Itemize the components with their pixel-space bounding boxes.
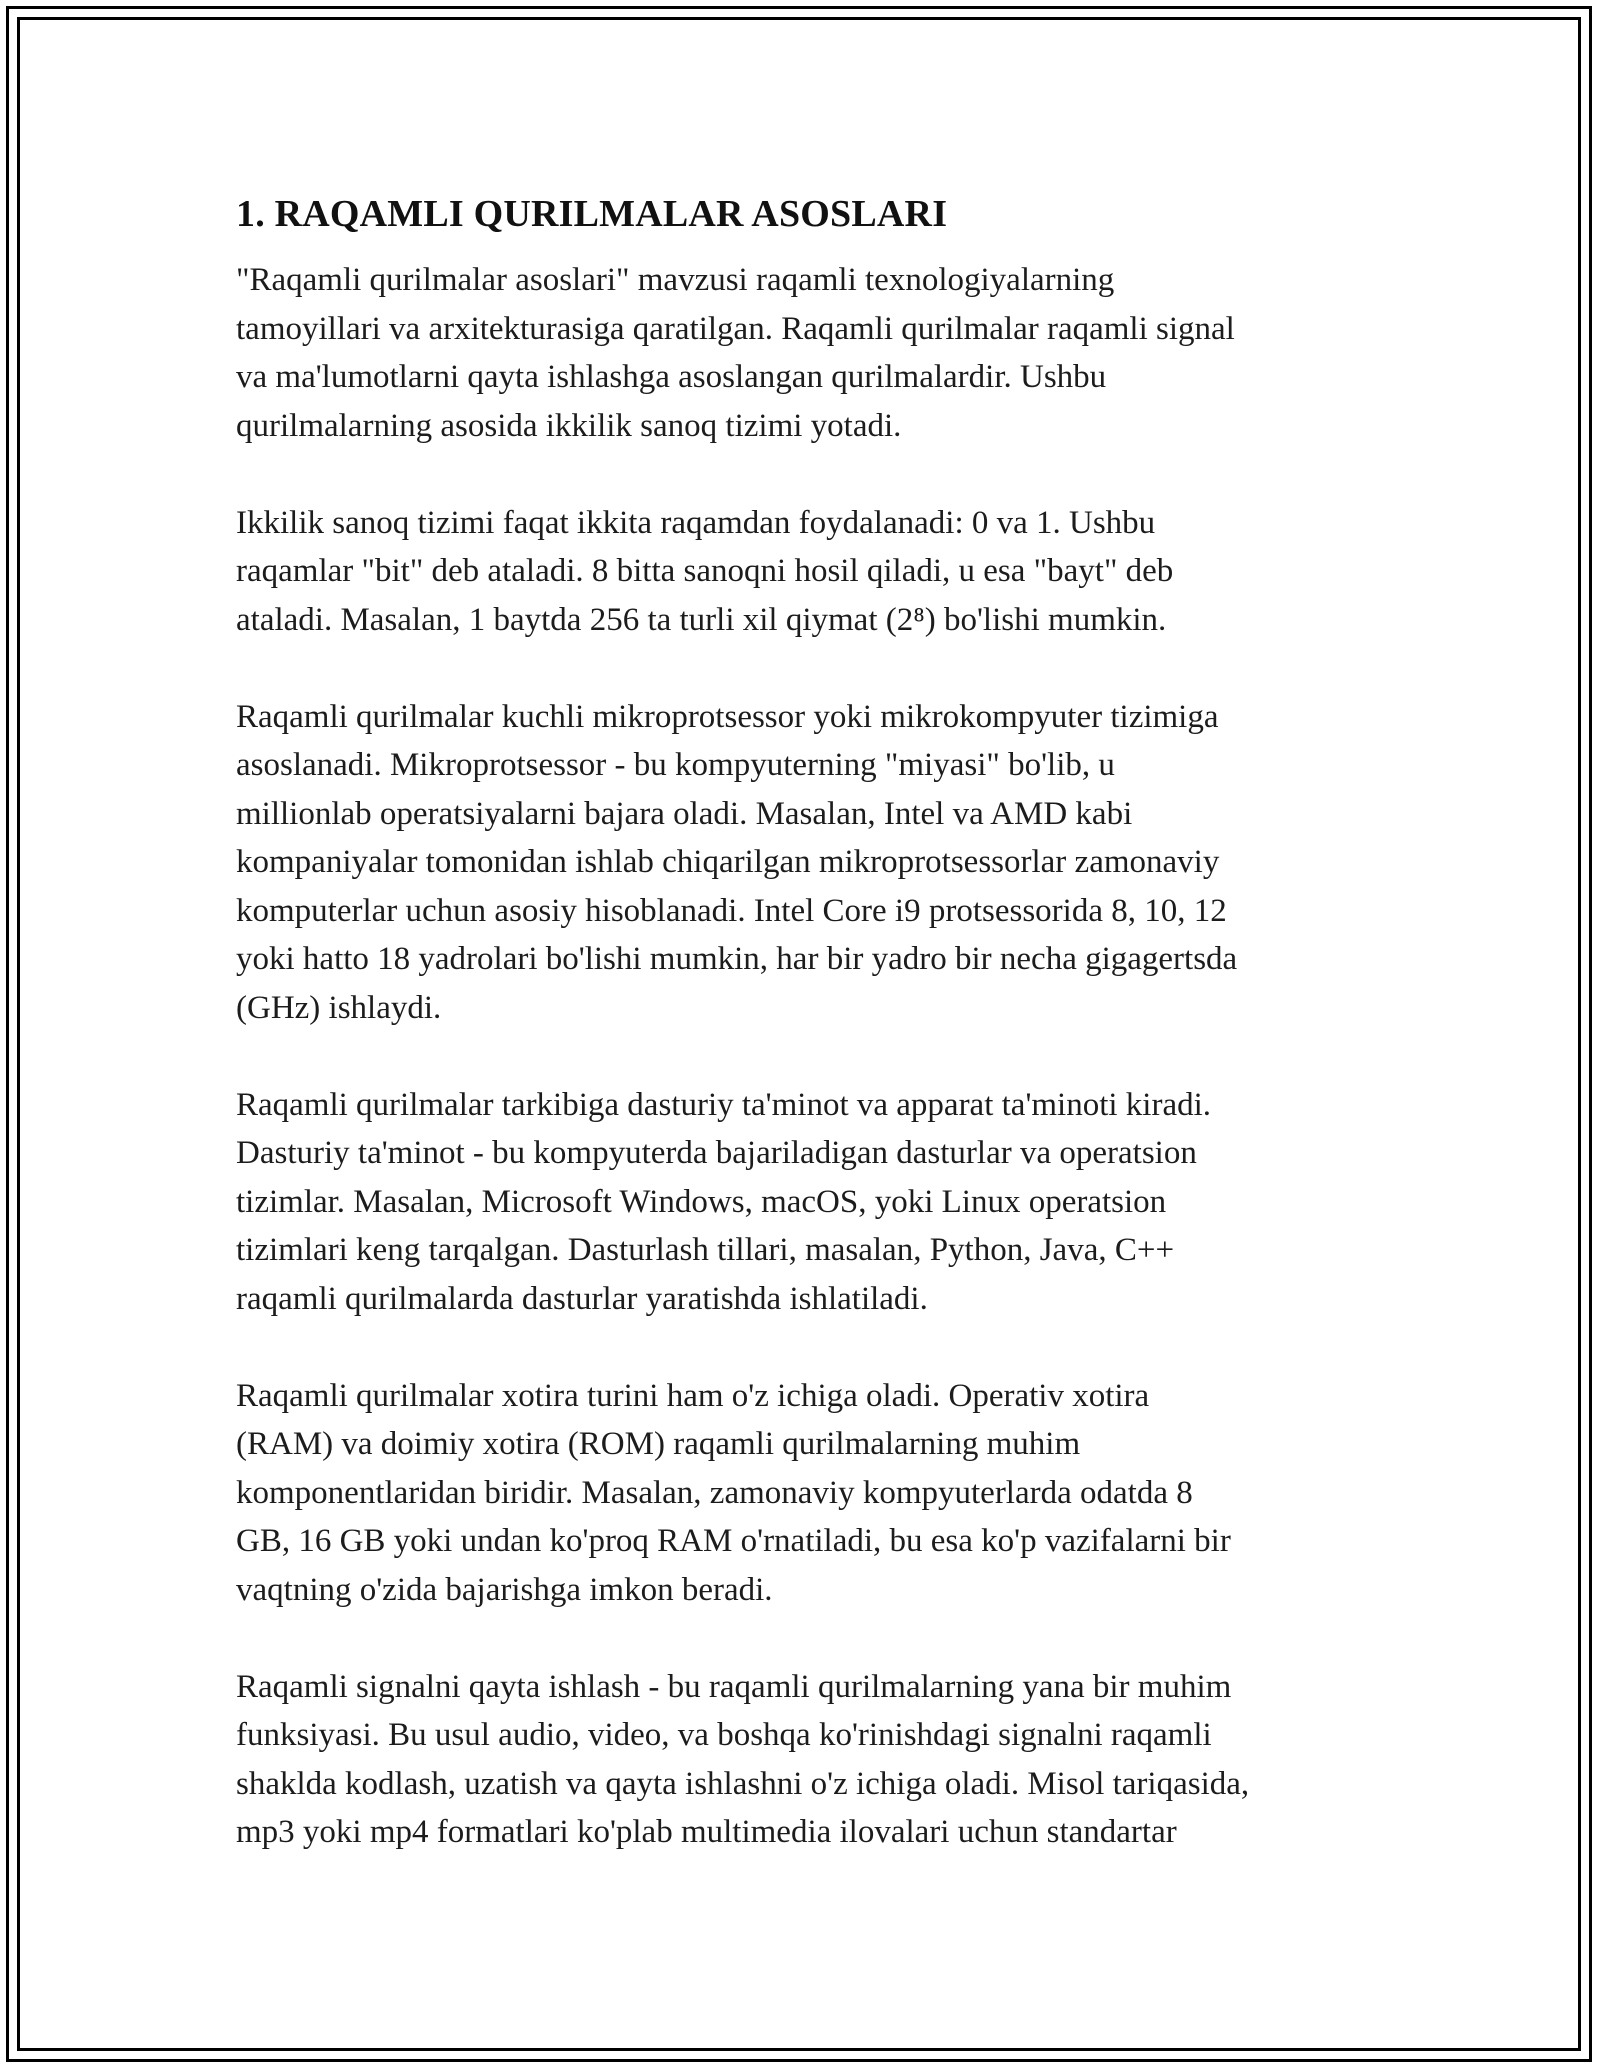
text-line: va ma'lumotlarni qayta ishlashga asoslangan qurilmalardir. Ushbu (236, 359, 1107, 395)
text-line: raqamlar "bit" deb ataladi. 8 bitta sanoqni hosil qiladi, u esa "bayt" deb (236, 553, 1174, 589)
text-line: asoslanadi. Mikroprotsessor - bu kompyuterning "miyasi" bo'lib, u (236, 747, 1115, 783)
paragraph-binary-intro (236, 256, 1376, 450)
paragraph-bits-bytes (236, 499, 1376, 645)
text-line: Raqamli signalni qayta ishlash - bu raqamli qurilmalarning yana bir muhim (236, 1668, 1232, 1705)
text-line: (GHz) ishlaydi. (236, 989, 442, 1026)
text-line: tamoyillari va arxitekturasiga qaratilgan. Raqamli qurilmalar raqamli signal (236, 310, 1235, 347)
text-line: kompaniyalar tomonidan ishlab chiqarilgan mikroprotsessorlar zamonaviy (236, 844, 1220, 880)
text-line: Raqamli qurilmalar xotira turini ham o'z ichiga oladi. Operativ xotira (236, 1377, 1150, 1414)
text-line: tizimlar. Masalan, Microsoft Windows, macOS, yoki Linux operatsion (236, 1183, 1167, 1220)
paragraph-microprocessor (236, 693, 1376, 1033)
text-line: komputerlar uchun asosiy hisoblanadi. Intel Core i9 protsessorida 8, 10, 12 (236, 892, 1227, 929)
page-title: 1. RAQAMLI QURILMALAR ASOSLARI (236, 193, 948, 235)
text-line: Ikkilik sanoq tizimi faqat ikkita raqamdan foydalanadi: 0 va 1. Ushbu (236, 504, 1156, 541)
text-line: GB, 16 GB yoki undan ko'proq RAM o'rnatiladi, bu esa ko'p vazifalarni bir (236, 1523, 1231, 1559)
paragraph-signal-processing (236, 1663, 1376, 1857)
text-line: yoki hatto 18 yadrolari bo'lishi mumkin, har bir yadro bir necha gigagertsda (236, 941, 1238, 977)
text-line: tizimlari keng tarqalgan. Dasturlash tillari, masalan, Python, Java, C++ (236, 1232, 1175, 1268)
text-line: Raqamli qurilmalar kuchli mikroprotsessor yoki mikrokompyuter tizimiga (236, 698, 1219, 735)
text-line: komponentlaridan biridir. Masalan, zamonaviy kompyuterlarda odatda 8 (236, 1474, 1193, 1511)
document-body (236, 188, 1376, 1857)
paragraph-memory (236, 1372, 1376, 1615)
text-line: shaklda kodlash, uzatish va qayta ishlashni o'z ichiga oladi. Misol tariqasida, (236, 1765, 1250, 1802)
text-line: funksiyasi. Bu usul audio, video, va boshqa ko'rinishdagi signalni raqamli (236, 1717, 1212, 1753)
text-line: mp3 yoki mp4 formatlari ko'plab multimedia ilovalari uchun standartar (236, 1814, 1177, 1850)
text-line: qurilmalarning asosida ikkilik sanoq tizimi yotadi. (236, 407, 902, 444)
paragraph-software-hardware (236, 1081, 1376, 1324)
text-line: Raqamli qurilmalar tarkibiga dasturiy ta'minot va apparat ta'minoti kiradi. (236, 1086, 1212, 1123)
text-line: "Raqamli qurilmalar asoslari" mavzusi raqamli texnologiyalarning (236, 262, 1115, 298)
text-line: (RAM) va doimiy xotira (ROM) raqamli qurilmalarning muhim (236, 1426, 1081, 1462)
text-line: millionlab operatsiyalarni bajara oladi. Masalan, Intel va AMD kabi (236, 795, 1133, 832)
text-line: Dasturiy ta'minot - bu kompyuterda bajariladigan dasturlar va operatsion (236, 1135, 1197, 1171)
text-line: ataladi. Masalan, 1 baytda 256 ta turli xil qiymat (2⁸) bo'lishi mumkin. (236, 601, 1167, 638)
text-line: vaqtning o'zida bajarishga imkon beradi. (236, 1571, 773, 1608)
text-line: raqamli qurilmalarda dasturlar yaratishda ishlatiladi. (236, 1280, 928, 1317)
